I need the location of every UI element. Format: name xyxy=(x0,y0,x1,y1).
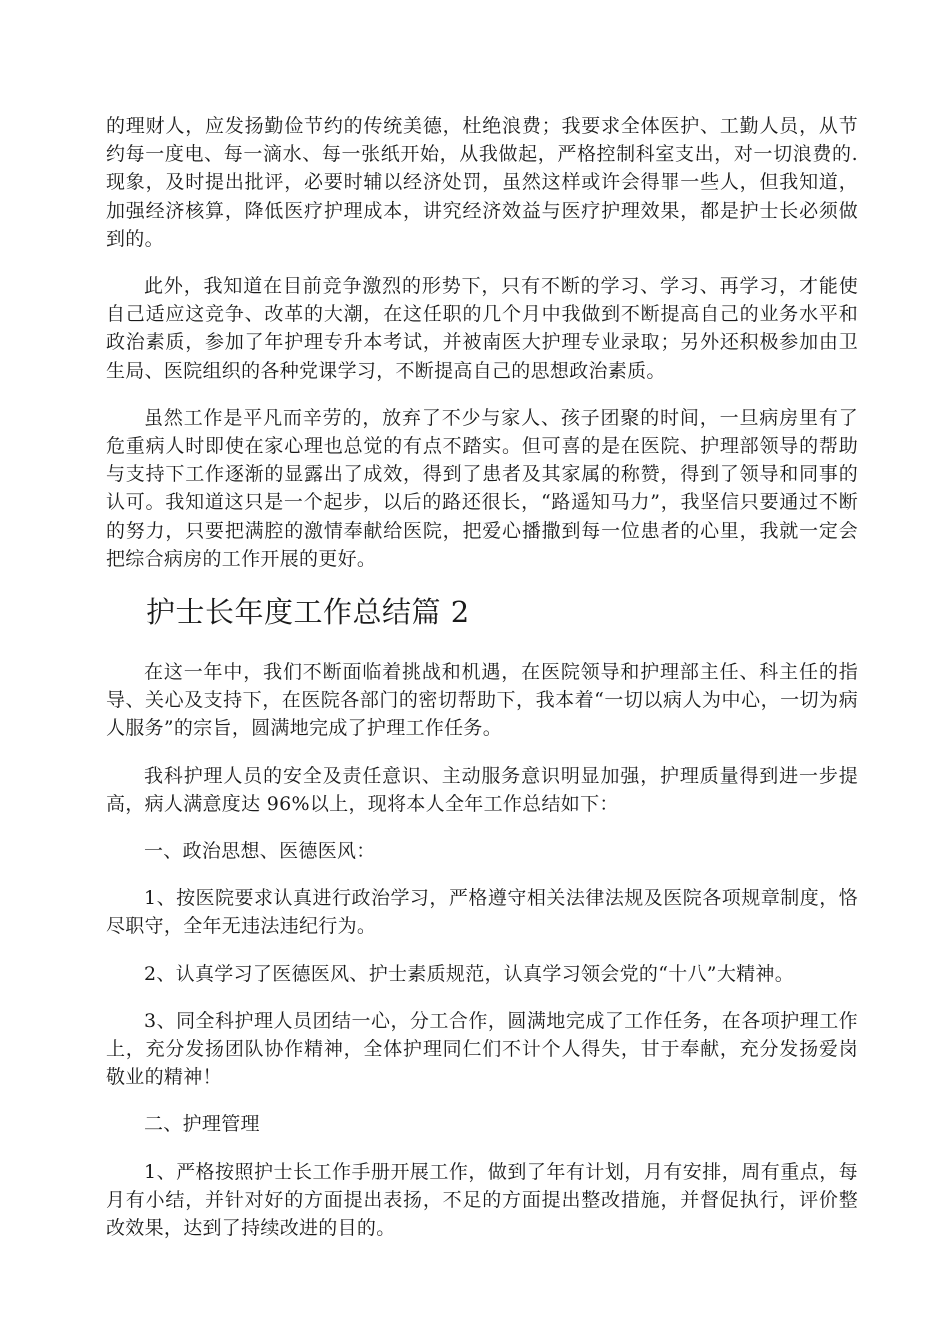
paragraph-study: 此外，我知道在目前竞争激烈的形势下，只有不断的学习、学习、再学习，才能使自己适应这竞争、改革的大潮，在这任职的几个月中我做到不断提高自己的业务水平和政治素质，参加了年护理专升本考试，并被南医大护理专业录取；另外还积极参加由卫生局、医院组织的各种党课学习，不断提高自己的思想政治素质。 xyxy=(106,275,858,382)
paragraph-financial-management: 的理财人，应发扬勤俭节约的传统美德，杜绝浪费；我要求全体医护、工勤人员，从节约每一度电、每一滴水、每一张纸开始，从我做起，严格控制科室支出，对一切浪费的.现象，及时提出批评，必要时辅以经济处罚，虽然这样或许会得罪一些人，但我知道，加强经济核算，降低医疗护理成本，讲究经济效益与医疗护理效果，都是护士长必须做到的。 xyxy=(106,115,858,250)
list-item-politics-1: 1、按医院要求认真进行政治学习，严格遵守相关法律法规及医院各项规章制度，恪尽职守，全年无违法违纪行为。 xyxy=(106,887,858,938)
paragraph-satisfaction: 我科护理人员的安全及责任意识、主动服务意识明显加强，护理质量得到进一步提高，病人满意度达 96%以上，现将本人全年工作总结如下： xyxy=(106,764,858,815)
list-item-management-1: 1、严格按照护士长工作手册开展工作，做到了年有计划，月有安排，周有重点，每月有小结，并针对好的方面提出表扬，不足的方面提出整改措施，并督促执行，评价整改效果，达到了持续改进的目的。 xyxy=(106,1160,858,1240)
section-heading: 护士长年度工作总结篇 2 xyxy=(146,595,470,630)
list-item-politics-3: 3、同全科护理人员团结一心，分工合作，圆满地完成了工作任务，在各项护理工作上，充分发扬团队协作精神，全体护理同仁们不计个人得失，甘于奉献，充分发扬爱岗敬业的精神！ xyxy=(106,1009,858,1089)
document-page xyxy=(106,112,858,1261)
subheading-nursing-management: 二、护理管理 xyxy=(144,1113,260,1136)
list-item-politics-2: 2、认真学习了医德医风、护士素质规范，认真学习领会党的“十八”大精神。 xyxy=(144,962,795,985)
paragraph-intro: 在这一年中，我们不断面临着挑战和机遇，在医院领导和护理部主任、科主任的指导、关心及支持下，在医院各部门的密切帮助下，我本着“一切以病人为中心，一切为病人服务”的宗旨，圆满地完成了护理工作任务。 xyxy=(106,661,858,740)
paragraph-work-summary: 虽然工作是平凡而辛劳的，放弃了不少与家人、孩子团聚的时间，一旦病房里有了危重病人时即使在家心理也总觉的有点不踏实。但可喜的是在医院、护理部领导的帮助与支持下工作逐渐的显露出了成效，得到了患者及其家属的称赞，得到了领导和同事的认可。我知道这只是一个起步，以后的路还很长，“路遥知马力”，我坚信只要通过不断的努力，只要把满腔的激情奉献给医院，把爱心播撒到每一位患者的心里，我就一定会把综合病房的工作开展的更好。 xyxy=(106,406,858,570)
subheading-politics: 一、政治思想、医德医风： xyxy=(144,840,376,863)
